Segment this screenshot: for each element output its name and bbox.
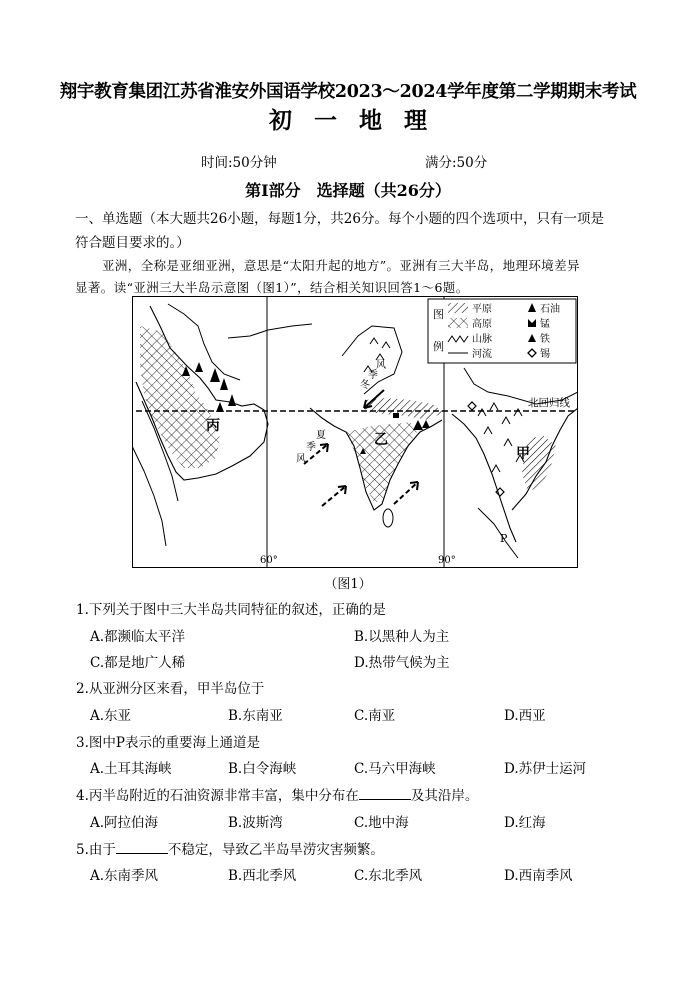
summer-monsoon-3: 风 bbox=[296, 454, 306, 465]
map-legend bbox=[428, 299, 576, 363]
question-5 bbox=[76, 838, 384, 858]
q4-option-a: A.阿拉伯海 bbox=[90, 815, 159, 831]
question-3: 3.图中P表示的重要海上通道是 bbox=[76, 735, 260, 751]
intro-line-2: 显著。读“亚洲三大半岛示意图（图1）”，结合相关知识回答1～6题。 bbox=[75, 280, 469, 295]
legend-title-1: 图 bbox=[433, 308, 444, 321]
q5-option-a: A.东南季风 bbox=[90, 868, 159, 884]
legend-tin: 锡 bbox=[540, 349, 550, 360]
q1-option-c: C.都是地广人稀 bbox=[90, 655, 186, 671]
q5-option-d: D.西南季风 bbox=[504, 868, 573, 884]
q3-option-b: B.白令海峡 bbox=[228, 761, 297, 777]
exam-score: 满分:50分 bbox=[425, 155, 488, 171]
q4-stem-b: 及其沿岸。 bbox=[410, 788, 479, 804]
subject-title: 初一地理 bbox=[269, 107, 449, 134]
legend-manganese: 锰 bbox=[540, 319, 550, 330]
question-1: 1.下列关于图中三大半岛共同特征的叙述，正确的是 bbox=[76, 602, 386, 618]
q1-option-b: B.以黑种人为主 bbox=[354, 629, 450, 645]
legend-mountain: 山脉 bbox=[472, 334, 492, 345]
intro-line-1: 亚洲，全称是亚细亚洲，意思是“太阳升起的地方”。亚洲有三大半岛，地理环境差异 bbox=[102, 258, 580, 273]
instruction-line-1: 一、单选题（本大题共26小题，每题1分，共26分。每个小题的四个选项中，只有一项是 bbox=[75, 211, 604, 227]
q3-option-c: C.马六甲海峡 bbox=[354, 761, 436, 777]
legend-oil: 石油 bbox=[540, 304, 560, 315]
winter-monsoon-3: 风 bbox=[376, 360, 386, 371]
question-2: 2.从亚洲分区来看，甲半岛位于 bbox=[76, 681, 265, 697]
legend-iron: 铁 bbox=[540, 334, 550, 345]
q4-stem-a: 4.丙半岛附近的石油资源非常丰富，集中分布在 bbox=[76, 788, 359, 804]
section-title: 第Ⅰ部分 选择题（共26分） bbox=[245, 181, 451, 200]
q5-stem-b: 不稳定，导致乙半岛旱涝灾害频繁。 bbox=[167, 842, 384, 858]
q3-option-d: D.苏伊士运河 bbox=[504, 761, 587, 777]
legend-plain: 平原 bbox=[472, 304, 492, 315]
summer-monsoon-1: 夏 bbox=[316, 430, 326, 441]
figure-caption: （图1） bbox=[324, 577, 372, 592]
q2-option-d: D.西亚 bbox=[504, 708, 546, 724]
q1-option-a: A.都濒临太平洋 bbox=[90, 629, 186, 645]
label-60: 60° bbox=[260, 555, 278, 566]
q4-option-b: B.波斯湾 bbox=[228, 815, 283, 831]
label-bing: 丙 bbox=[206, 418, 220, 434]
q5-stem-a: 5.由于 bbox=[76, 842, 116, 858]
q2-option-a: A.东亚 bbox=[90, 708, 132, 724]
q5-blank bbox=[116, 841, 168, 854]
q3-option-a: A.土耳其海峡 bbox=[90, 761, 172, 777]
q2-option-c: C.南亚 bbox=[354, 708, 396, 724]
label-jia: 甲 bbox=[516, 446, 530, 462]
legend-plateau: 高原 bbox=[472, 319, 492, 330]
summer-monsoon-2: 季 bbox=[306, 442, 316, 453]
q5-option-b: B.西北季风 bbox=[228, 868, 297, 884]
instruction-line-2: 符合题目要求的。） bbox=[75, 235, 190, 251]
asia-peninsulas-map bbox=[132, 296, 578, 568]
label-p: P bbox=[500, 532, 508, 545]
winter-monsoon-1: 冬 bbox=[360, 380, 370, 391]
q1-option-d: D.热带气候为主 bbox=[354, 655, 450, 671]
label-yi: 乙 bbox=[374, 432, 388, 448]
exam-time: 时间:50分钟 bbox=[201, 155, 277, 171]
q4-option-c: C.地中海 bbox=[354, 815, 409, 831]
exam-title: 翔宇教育集团江苏省淮安外国语学校2023～2024学年度第二学期期末考试 bbox=[59, 82, 637, 102]
label-tropic: 北回归线 bbox=[528, 397, 570, 409]
legend-title-2: 例 bbox=[433, 340, 444, 353]
label-90: 90° bbox=[438, 555, 456, 566]
winter-monsoon-2: 季 bbox=[368, 370, 378, 381]
question-4 bbox=[76, 784, 478, 804]
legend-river: 河流 bbox=[472, 349, 492, 360]
q2-option-b: B.东南亚 bbox=[228, 708, 283, 724]
q5-option-c: C.东北季风 bbox=[354, 868, 423, 884]
q4-option-d: D.红海 bbox=[504, 815, 546, 831]
q4-blank bbox=[359, 787, 411, 800]
